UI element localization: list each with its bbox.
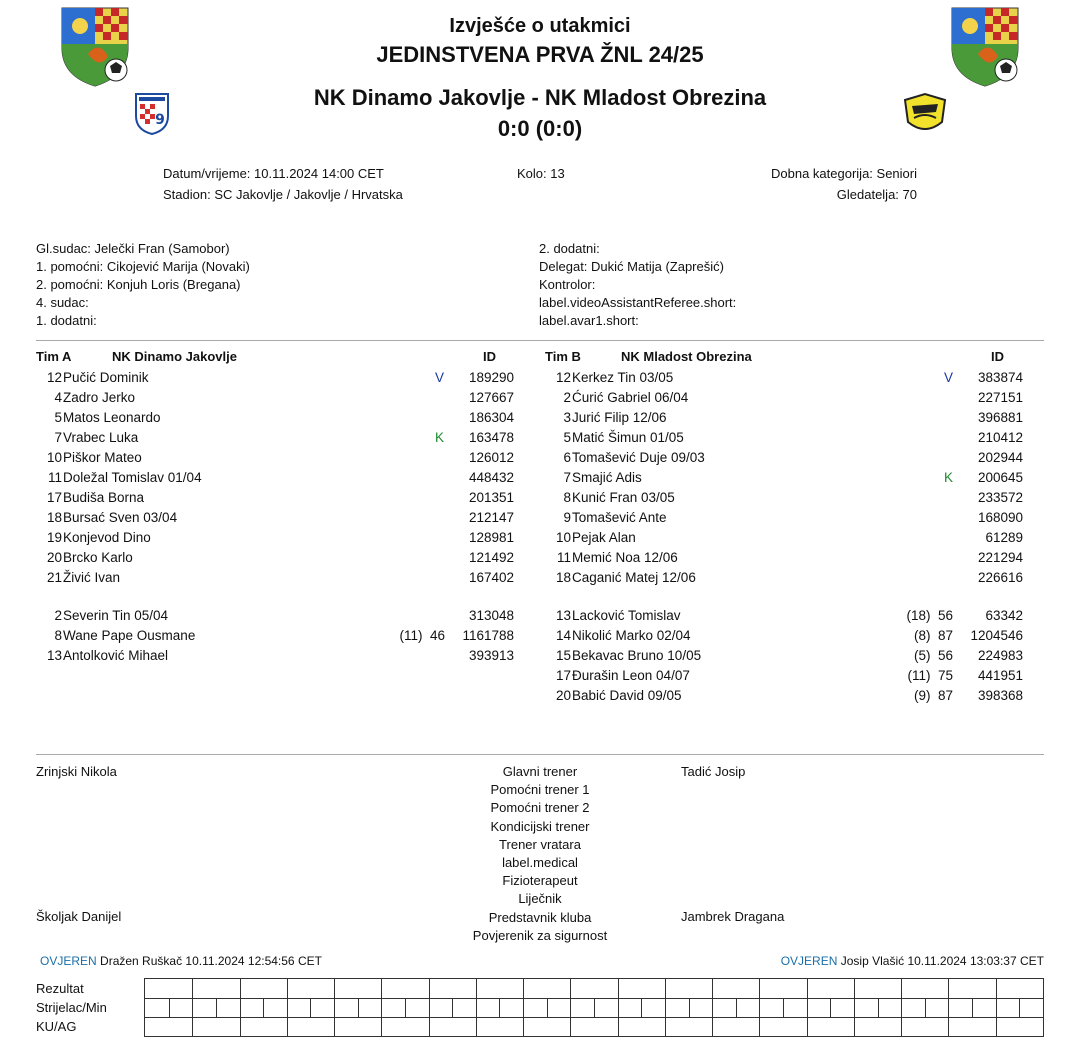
player-id: 189290 [468,370,514,385]
player-name: Memić Noa 12/06 [572,550,678,565]
player-name: Živić Ivan [63,570,121,585]
grid-vline [216,998,217,1017]
player-id: 383874 [977,370,1023,385]
player-id: 163478 [468,430,514,445]
team-b-club-rep: Jambrek Dragana [681,909,785,924]
player-row [0,448,1080,468]
player-name: Severin Tin 05/04 [63,608,169,623]
substitution-info: (5) 56 [913,648,953,663]
shirt-number: 20 [555,688,571,703]
player-name: Budiša Borna [63,490,145,505]
player-id: 127667 [468,390,514,405]
shirt-number: 13 [555,608,571,623]
team-a-name: NK Dinamo Jakovlje [112,349,237,364]
player-row [0,488,1080,508]
player-id: 398368 [977,688,1023,703]
grid-vline [878,998,879,1017]
player-row [0,646,1080,666]
player-id: 224983 [977,648,1023,663]
match-datetime: Datum/vrijeme: 10.11.2024 14:00 CET [163,166,384,181]
official-line: Delegat: Dukić Matija (Zaprešić) [539,259,724,274]
shirt-number: 10 [46,450,62,465]
grid-vline [689,998,690,1017]
player-id: 167402 [468,570,514,585]
player-row [0,606,1080,626]
shirt-number: 18 [46,510,62,525]
shirt-number: 6 [563,450,571,465]
player-row [0,686,1080,706]
player-row [0,508,1080,528]
player-row [0,368,1080,388]
player-row [0,568,1080,588]
official-line: label.avar1.short: [539,313,639,328]
player-id: 441951 [977,668,1023,683]
player-name: Doležal Tomislav 01/04 [63,470,202,485]
shirt-number: 17 [46,490,62,505]
grid-vline [476,979,477,1036]
player-id: 63342 [985,608,1023,623]
team-b-head-coach: Tadić Josip [681,764,746,779]
age-category: Dobna kategorija: Seniori [771,166,917,181]
staff-role: Fizioterapeut [502,873,578,889]
shirt-number: 8 [54,628,62,643]
player-id: 186304 [468,410,514,425]
staff-role: Trener vratara [499,836,581,852]
grid-vline [169,998,170,1017]
staff-role: Povjerenik za sigurnost [472,927,608,943]
player-id: 210412 [977,430,1023,445]
player-name: Zadro Jerko [63,390,136,405]
shirt-number: 13 [46,648,62,663]
player-name: Piškor Mateo [63,450,142,465]
staff-role: Liječnik [518,891,562,907]
player-name: Pejak Alan [572,530,636,545]
grid-vline [807,979,808,1036]
divider [36,754,1044,755]
shirt-number: 15 [555,648,571,663]
team-b-id-header: ID [991,349,1004,364]
shirt-number: 20 [46,550,62,565]
verified-by: Dražen Ruškač 10.11.2024 12:54:56 CET [100,954,322,968]
grid-vline [594,998,595,1017]
attendance: Gledatelja: 70 [836,187,917,202]
grid-vline [1019,998,1020,1017]
staff-role: Glavni trener [502,764,578,779]
grid-vline [712,979,713,1036]
player-name: Pučić Dominik [63,370,149,385]
player-id: 448432 [468,470,514,485]
grid-vline [452,998,453,1017]
substitution-info: (8) 87 [913,628,953,643]
team-a-id-header: ID [483,349,496,364]
shirt-number: 11 [47,470,62,485]
grid-vline [925,998,926,1017]
grid-vline [972,998,973,1017]
captain-mark: K [435,430,445,445]
player-name: Jurić Filip 12/06 [572,410,667,425]
svg-text:9: 9 [155,112,165,128]
grid-vline [948,979,949,1036]
grid-vline [405,998,406,1017]
player-name: Bekavac Bruno 10/05 [572,648,702,663]
shirt-number: 5 [563,430,571,445]
shirt-number: 19 [46,530,62,545]
shirt-number: 4 [54,390,62,405]
verification-right [781,954,1044,968]
substitution-info: (11) 46 [399,628,445,643]
player-name: Brcko Karlo [63,550,133,565]
grid-vline [547,998,548,1017]
goalkeeper-mark: V [435,370,445,385]
player-id: 227151 [977,390,1023,405]
player-name: Tomašević Duje 09/03 [572,450,705,465]
official-line: 2. dodatni: [539,241,600,256]
grid-vline [641,998,642,1017]
shirt-number: 9 [563,510,571,525]
shirt-number: 2 [563,390,571,405]
player-id: 233572 [977,490,1023,505]
grid-vline [665,979,666,1036]
player-row [0,408,1080,428]
grid-label-scorer: Strijelac/Min [36,1000,107,1015]
player-name: Kunić Fran 03/05 [572,490,675,505]
grid-vline [358,998,359,1017]
player-id: 202944 [977,450,1023,465]
staff-role: Kondicijski trener [490,818,590,834]
player-name: Antolković Mihael [63,648,169,663]
player-id: 1204546 [970,628,1023,643]
shirt-number: 7 [54,430,62,445]
shirt-number: 8 [563,490,571,505]
report-title: Izvješće o utakmici [449,15,631,37]
shirt-number: 12 [46,370,62,385]
player-name: Caganić Matej 12/06 [572,570,696,585]
goalkeeper-mark: V [944,370,954,385]
official-line: 1. dodatni: [36,313,97,328]
player-id: 221294 [977,550,1023,565]
official-line: 1. pomoćni: Cikojević Marija (Novaki) [36,259,250,274]
match-round: Kolo: 13 [517,166,565,181]
player-name: Konjevod Dino [63,530,151,545]
player-name: Nikolić Marko 02/04 [572,628,691,643]
player-name: Matić Šimun 01/05 [572,430,684,445]
staff-role: Pomoćni trener 2 [490,800,590,816]
shirt-number: 17 [555,668,571,683]
player-row [0,388,1080,408]
divider [36,340,1044,341]
grid-vline [736,998,737,1017]
player-row [0,548,1080,568]
team-a-label: Tim A [36,349,72,364]
player-id: 121492 [468,550,514,565]
shirt-number: 3 [563,410,571,425]
league-title: JEDINSTVENA PRVA ŽNL 24/25 [376,42,704,67]
player-name: Wane Pape Ousmane [63,628,196,643]
grid-vline [310,998,311,1017]
player-row [0,666,1080,686]
verified-status: OVJEREN [40,954,97,968]
verified-status: OVJEREN [780,954,838,968]
player-id: 126012 [468,450,514,465]
team-a-head-coach: Zrinjski Nikola [36,764,117,779]
captain-mark: K [944,470,954,485]
shirt-number: 12 [555,370,571,385]
player-id: 61289 [985,530,1023,545]
match-title: NK Dinamo Jakovlje - NK Mladost Obrezina [313,85,767,110]
player-name: Tomašević Ante [572,510,667,525]
verified-by: Josip Vlašić 10.11.2024 13:03:37 CET [840,954,1044,968]
grid-vline [523,979,524,1036]
grid-vline [783,998,784,1017]
grid-vline [240,979,241,1036]
official-line: Kontrolor: [539,277,596,292]
player-row [0,626,1080,646]
player-id: 212147 [468,510,514,525]
player-name: Babić David 09/05 [572,688,682,703]
grid-vline [830,998,831,1017]
player-id: 201351 [468,490,514,505]
verification-left [40,954,322,968]
player-name: Vrabec Luka [63,430,139,445]
substitution-info: (18) 56 [906,608,953,623]
staff-role: Pomoćni trener 1 [490,782,590,798]
grid-vline [618,979,619,1036]
result-grid [144,978,1044,1037]
grid-hline [145,1017,1043,1018]
substitution-info: (11) 75 [907,668,953,683]
player-id: 168090 [977,510,1023,525]
grid-vline [996,979,997,1036]
grid-vline [901,979,902,1036]
official-line: 2. pomoćni: Konjuh Loris (Bregana) [36,277,241,292]
match-score: 0:0 (0:0) [497,116,583,141]
team-a-club-rep: Školjak Danijel [36,909,122,924]
shirt-number: 14 [555,628,571,643]
player-name: Matos Leonardo [63,410,161,425]
player-id: 396881 [977,410,1023,425]
grid-vline [192,979,193,1036]
grid-label-result: Rezultat [36,981,84,996]
grid-vline [570,979,571,1036]
shirt-number: 7 [563,470,571,485]
team-b-label: Tim B [545,349,581,364]
grid-vline [759,979,760,1036]
player-id: 1161788 [462,628,514,643]
player-name: Lacković Tomislav [572,608,681,623]
shirt-number: 2 [54,608,62,623]
player-row [0,528,1080,548]
substitution-info: (9) 87 [913,688,953,703]
shirt-number: 18 [555,570,571,585]
official-line: Gl.sudac: Jelečki Fran (Samobor) [36,241,230,256]
grid-label-cards: KU/AG [36,1019,77,1034]
grid-vline [263,998,264,1017]
grid-vline [334,979,335,1036]
player-id: 313048 [468,608,514,623]
team-b-name: NK Mladost Obrezina [621,349,752,364]
player-name: Đurašin Leon 04/07 [572,668,690,683]
player-name: Smajić Adis [572,470,642,485]
player-name: Kerkez Tin 03/05 [572,370,674,385]
shirt-number: 10 [555,530,571,545]
official-line: 4. sudac: [36,295,89,310]
grid-vline [854,979,855,1036]
player-id: 393913 [468,648,514,663]
shirt-number: 21 [46,570,62,585]
staff-role: Predstavnik kluba [488,909,592,925]
player-id: 226616 [977,570,1023,585]
player-row [0,468,1080,488]
grid-vline [429,979,430,1036]
player-row [0,428,1080,448]
official-line: label.videoAssistantReferee.short: [539,295,737,310]
match-stadium: Stadion: SC Jakovlje / Jakovlje / Hrvatska [163,187,403,202]
player-id: 200645 [977,470,1023,485]
player-id: 128981 [468,530,514,545]
grid-vline [287,979,288,1036]
shirt-number: 5 [54,410,62,425]
staff-role: label.medical [502,855,578,870]
grid-vline [381,979,382,1036]
shirt-number: 11 [556,550,571,565]
player-name: Ćurić Gabriel 06/04 [572,390,689,405]
grid-vline [499,998,500,1017]
player-name: Bursać Sven 03/04 [63,510,178,525]
